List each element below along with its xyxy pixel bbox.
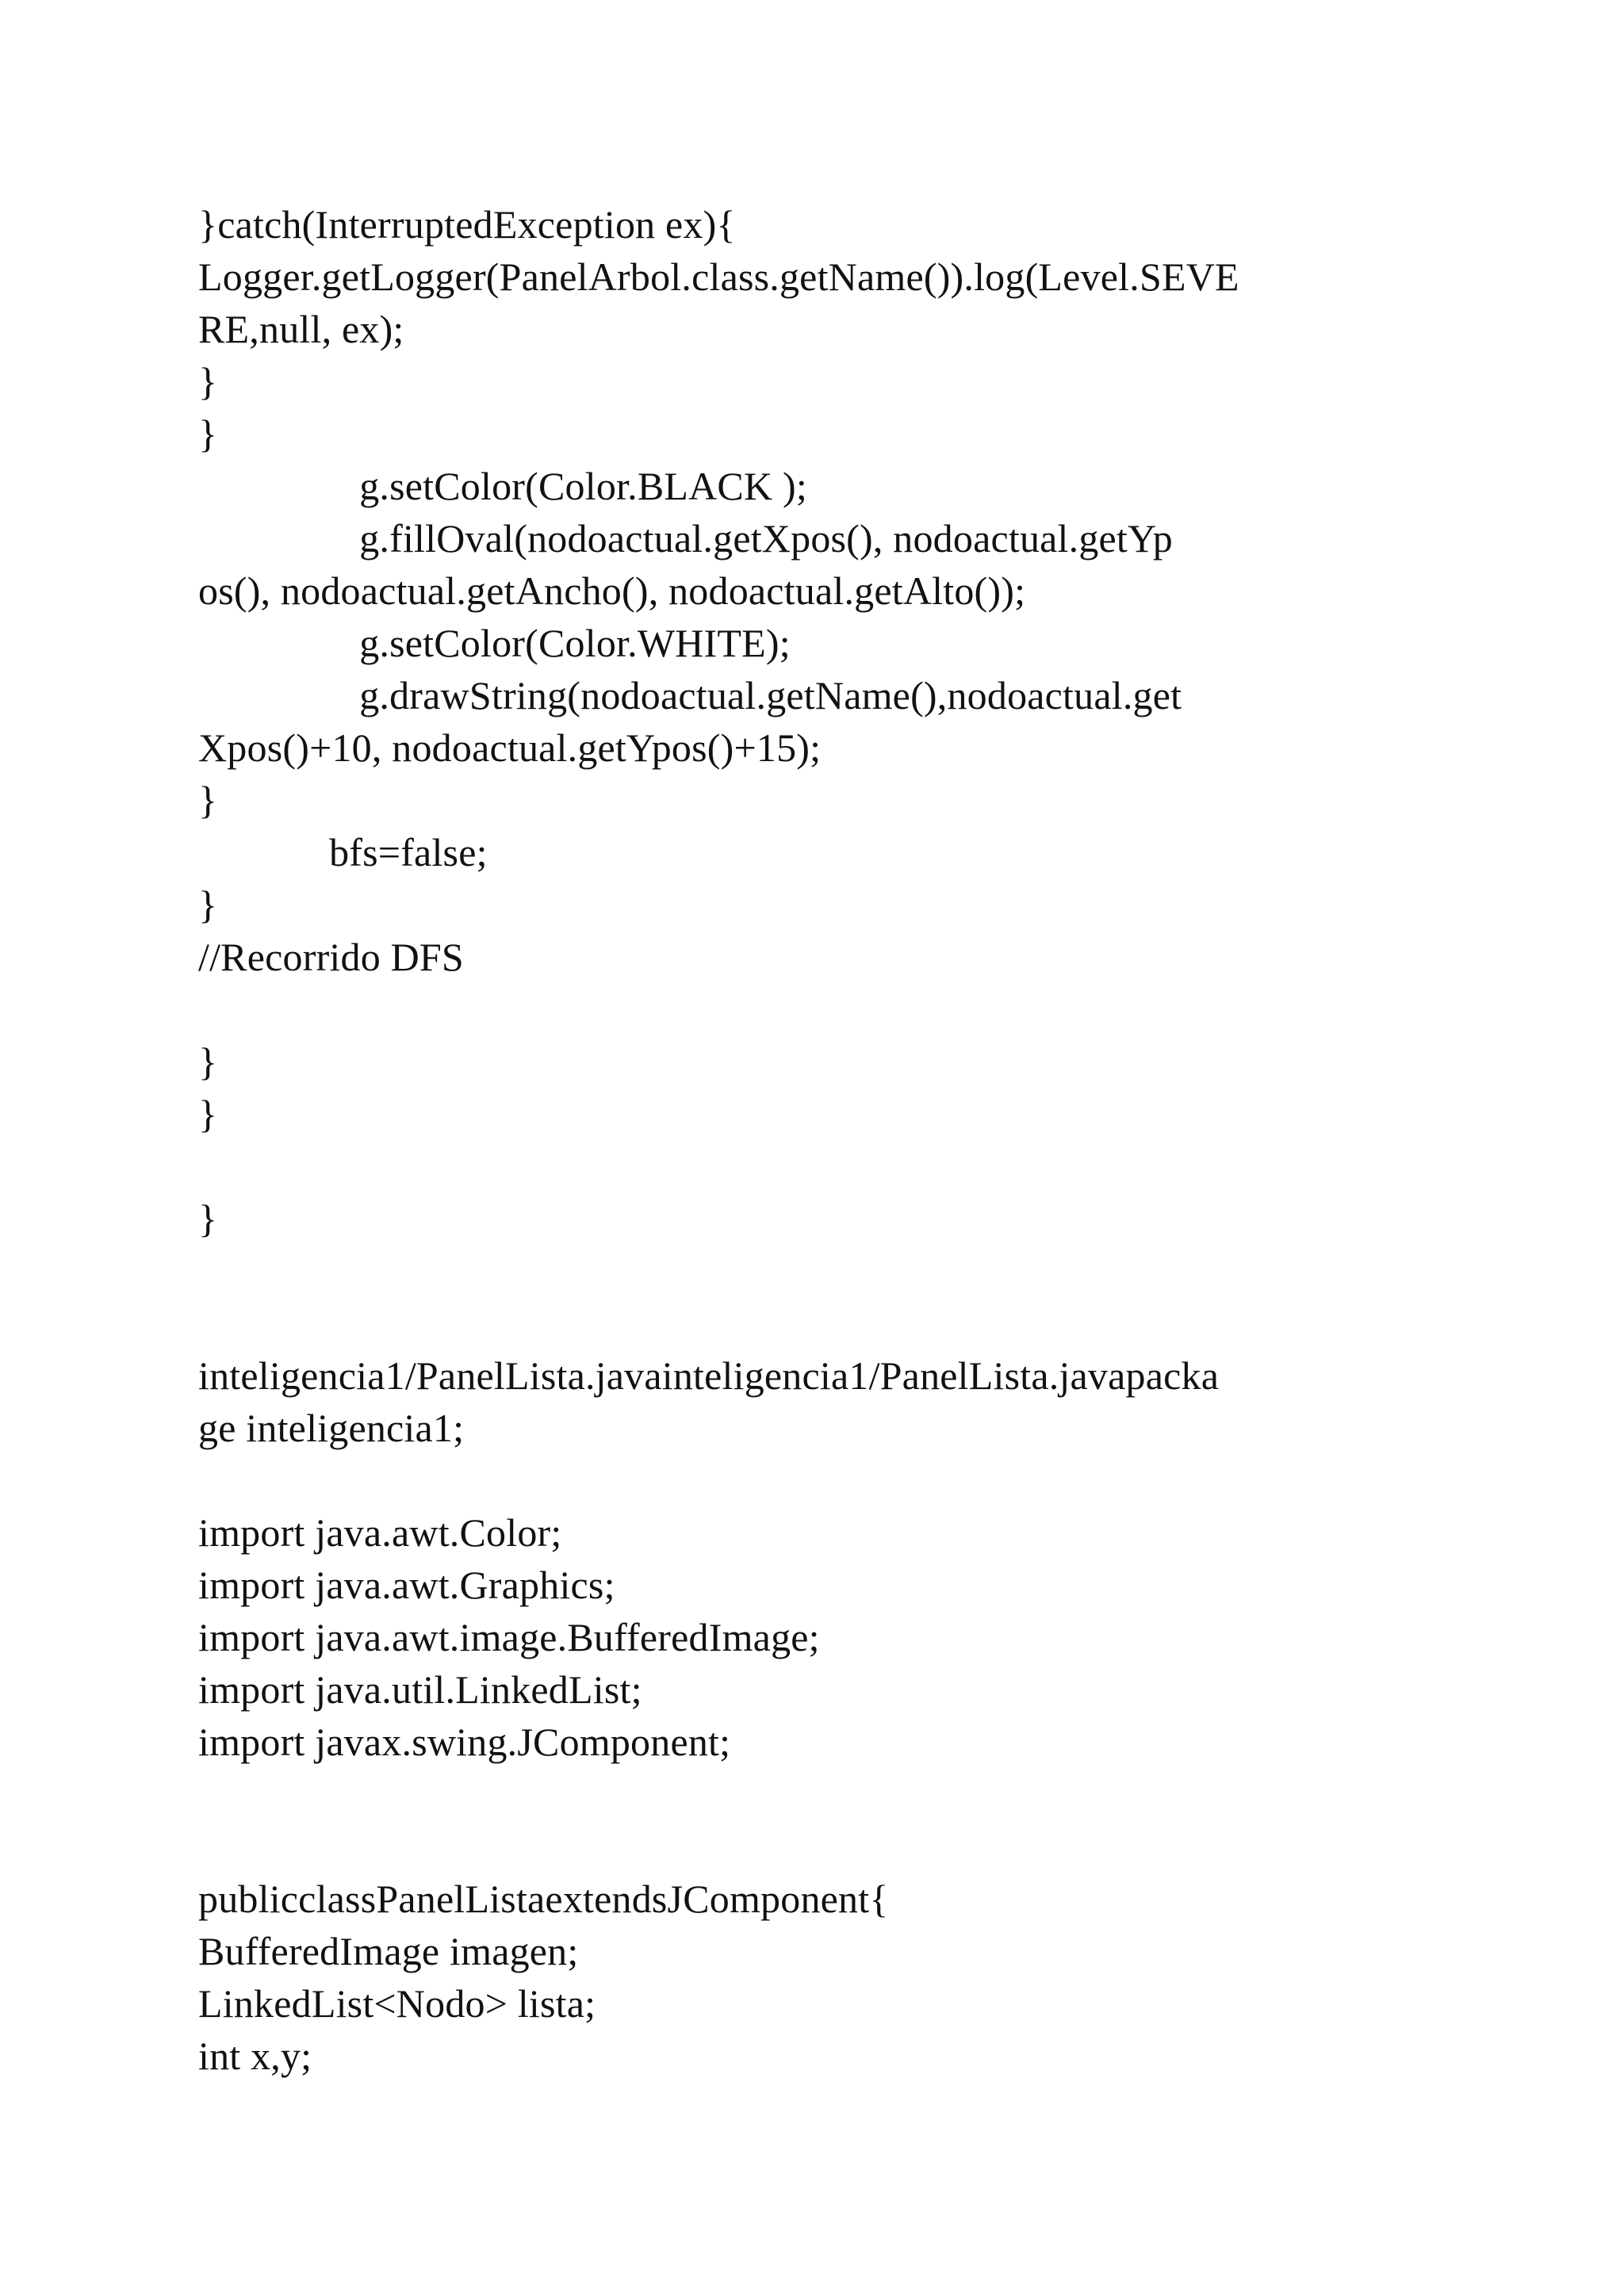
file-header-line: inteligencia1/PanelLista.javainteligencia1/PanelLista.javapacka xyxy=(198,1353,1220,1398)
code-line: g.setColor(Color.WHITE); xyxy=(198,621,791,665)
code-line: g.drawString(nodoactual.getName(),nodoactual.get xyxy=(198,673,1182,718)
code-line: int x,y; xyxy=(198,2034,312,2078)
code-line: Xpos()+10, nodoactual.getYpos()+15); xyxy=(198,725,822,770)
code-line: bfs=false; xyxy=(198,830,488,874)
code-line: Logger.getLogger(PanelArbol.class.getName()).log(Level.SEVE xyxy=(198,254,1239,299)
code-line: g.fillOval(nodoactual.getXpos(), nodoactual.getYp xyxy=(198,516,1173,561)
code-line: } xyxy=(198,411,218,456)
file-header-line: ge inteligencia1; xyxy=(198,1406,465,1450)
import-line: import javax.swing.JComponent; xyxy=(198,1720,731,1764)
code-line: }catch(InterruptedException ex){ xyxy=(198,202,736,247)
code-line: } xyxy=(198,1092,218,1136)
code-line: } xyxy=(198,1196,218,1241)
class-declaration-line: publicclassPanelListaextendsJComponent{ xyxy=(198,1877,889,1921)
code-line: os(), nodoactual.getAncho(), nodoactual.getAlto()); xyxy=(198,568,1026,613)
code-line: } xyxy=(198,1039,218,1084)
import-line: import java.awt.Color; xyxy=(198,1510,562,1555)
code-line: LinkedList<Nodo> lista; xyxy=(198,1981,596,2026)
code-line: g.setColor(Color.BLACK ); xyxy=(198,464,807,508)
code-line: } xyxy=(198,359,218,404)
import-line: import java.awt.image.BufferedImage; xyxy=(198,1615,820,1659)
code-line: RE,null, ex); xyxy=(198,307,404,351)
code-line: //Recorrido DFS xyxy=(198,935,464,979)
import-line: import java.awt.Graphics; xyxy=(198,1563,615,1607)
import-line: import java.util.LinkedList; xyxy=(198,1667,642,1712)
code-line: BufferedImage imagen; xyxy=(198,1929,579,1973)
code-line: } xyxy=(198,778,218,822)
code-line: } xyxy=(198,882,218,927)
